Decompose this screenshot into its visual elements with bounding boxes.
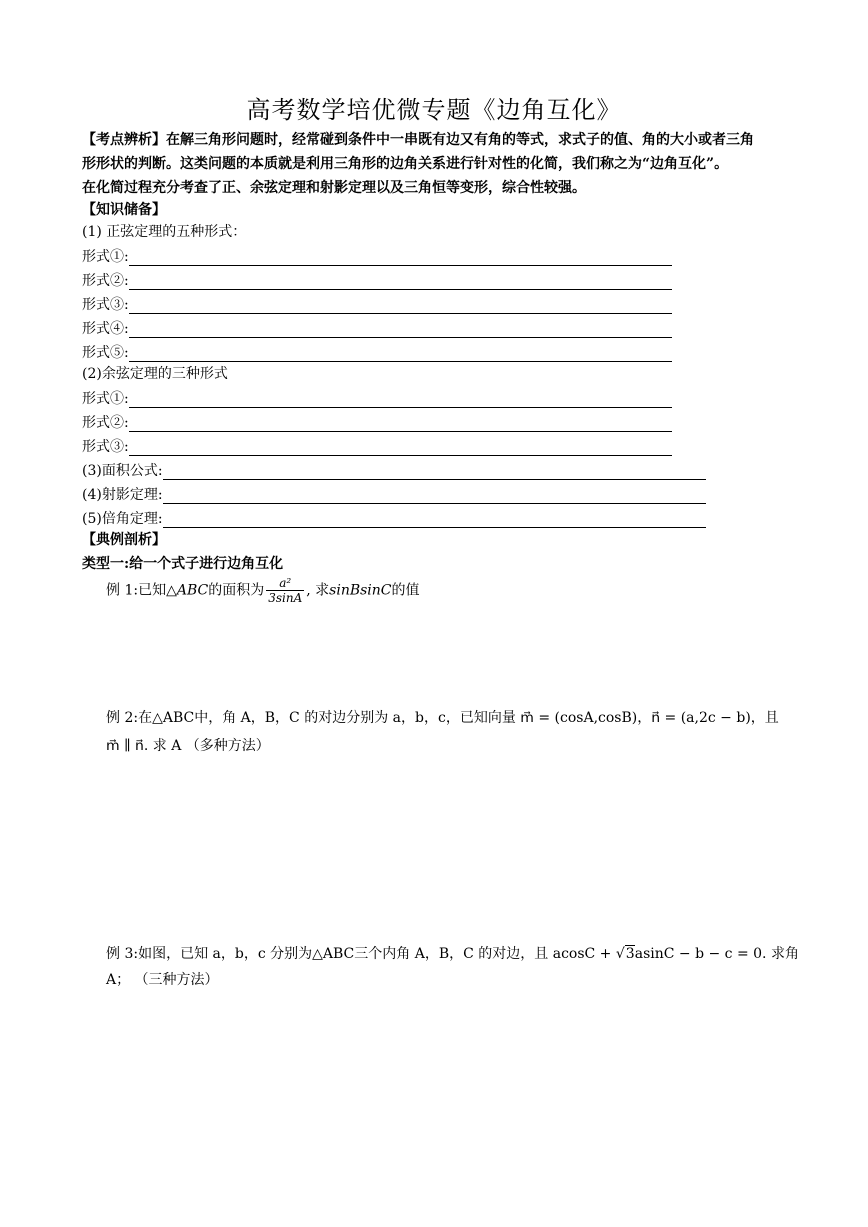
type-one-heading: 类型一:给一个式子进行边角互化 <box>82 556 284 572</box>
examples-head: 【典例剖析】 <box>82 532 166 548</box>
fill-blank[interactable] <box>163 489 706 504</box>
ex1-pre: 例 1:已知△ <box>106 582 177 599</box>
ex3-sqrt: 3 <box>625 946 635 962</box>
form-label: 形式③: <box>82 439 129 455</box>
ex1-fraction <box>266 576 304 605</box>
sine-form-4 <box>82 316 672 338</box>
cos-title: (2)余弦定理的三种形式 <box>82 366 228 382</box>
ex1-numerator: a² <box>266 576 304 591</box>
fill-blank[interactable] <box>163 465 706 480</box>
form-label: 形式⑤: <box>82 345 129 361</box>
form-label: 形式④: <box>82 321 129 337</box>
fill-blank[interactable] <box>129 441 672 456</box>
example-2-line-2: m⃗ ∥ n⃗. 求 A （多种方法） <box>106 738 270 754</box>
cos-form-1 <box>82 386 672 408</box>
fill-blank[interactable] <box>129 393 672 408</box>
form-label: 形式②: <box>82 273 129 289</box>
ex3-text-b: asinC − b − c = 0. 求角 <box>634 946 799 962</box>
area-formula <box>82 458 706 480</box>
ex1-post: , 求 <box>306 582 330 599</box>
form-label: 形式②: <box>82 415 129 431</box>
example-1 <box>106 576 420 605</box>
intro-line-2: 形形状的判断。这类问题的本质就是利用三角形的边角关系进行针对性的化简，我们称之为“边角互化”。 <box>82 156 729 172</box>
ex1-target: sinBsinC <box>329 582 392 599</box>
fill-blank[interactable] <box>129 323 672 338</box>
cos-form-3 <box>82 434 672 456</box>
projection-theorem <box>82 482 706 504</box>
sine-form-1 <box>82 244 672 266</box>
page-title: 高考数学培优微专题《边角互化》 <box>246 96 622 124</box>
example-3-line-2: A； （三种方法） <box>106 972 219 988</box>
sine-form-3 <box>82 292 672 314</box>
form-label: 形式①: <box>82 391 129 407</box>
form-label: 形式①: <box>82 249 129 265</box>
double-angle-theorem <box>82 506 706 528</box>
form-label: (3)面积公式: <box>82 463 163 479</box>
cos-form-2 <box>82 410 672 432</box>
ex1-mid: 的面积为 <box>208 582 265 599</box>
form-label: (5)倍角定理: <box>82 511 163 527</box>
fill-blank[interactable] <box>163 513 706 528</box>
ex1-denominator: 3sinA <box>268 591 303 605</box>
example-3-line-1: 例 3:如图，已知 a，b，c 分别为△ABC三个内角 A，B，C 的对边，且 acosC + √3asinC − b − c = 0. 求角 <box>106 946 799 962</box>
knowledge-head: 【知识储备】 <box>82 202 166 218</box>
fill-blank[interactable] <box>129 299 672 314</box>
sine-form-2 <box>82 268 672 290</box>
form-label: (4)射影定理: <box>82 487 163 503</box>
sine-title: (1) 正弦定理的五种形式： <box>82 224 247 240</box>
ex1-end: 的值 <box>391 582 420 599</box>
fill-blank[interactable] <box>129 417 672 432</box>
fill-blank[interactable] <box>129 251 672 266</box>
fill-blank[interactable] <box>129 347 672 362</box>
sine-form-5 <box>82 340 672 362</box>
ex1-abc: ABC <box>176 582 209 599</box>
form-label: 形式③: <box>82 297 129 313</box>
intro-line-1 <box>82 128 754 152</box>
ex3-text-a: 例 3:如图，已知 a，b，c 分别为△ABC三个内角 A，B，C 的对边，且 acosC + <box>106 946 616 962</box>
intro-head: 【考点辨析】 <box>82 132 166 148</box>
intro-line-3: 在化简过程充分考查了正、余弦定理和射影定理以及三角恒等变形，综合性较强。 <box>82 180 586 196</box>
fill-blank[interactable] <box>129 275 672 290</box>
example-2-line-1: 例 2:在△ABC中，角 A，B，C 的对边分别为 a，b，c，已知向量 m⃗ = (cosA,cosB)，n⃗ = (a,2c − b)，且 <box>106 710 779 726</box>
intro-text-1: 在解三角形问题时，经常碰到条件中一串既有边又有角的等式，求式子的值、角的大小或者三角 <box>166 132 754 148</box>
